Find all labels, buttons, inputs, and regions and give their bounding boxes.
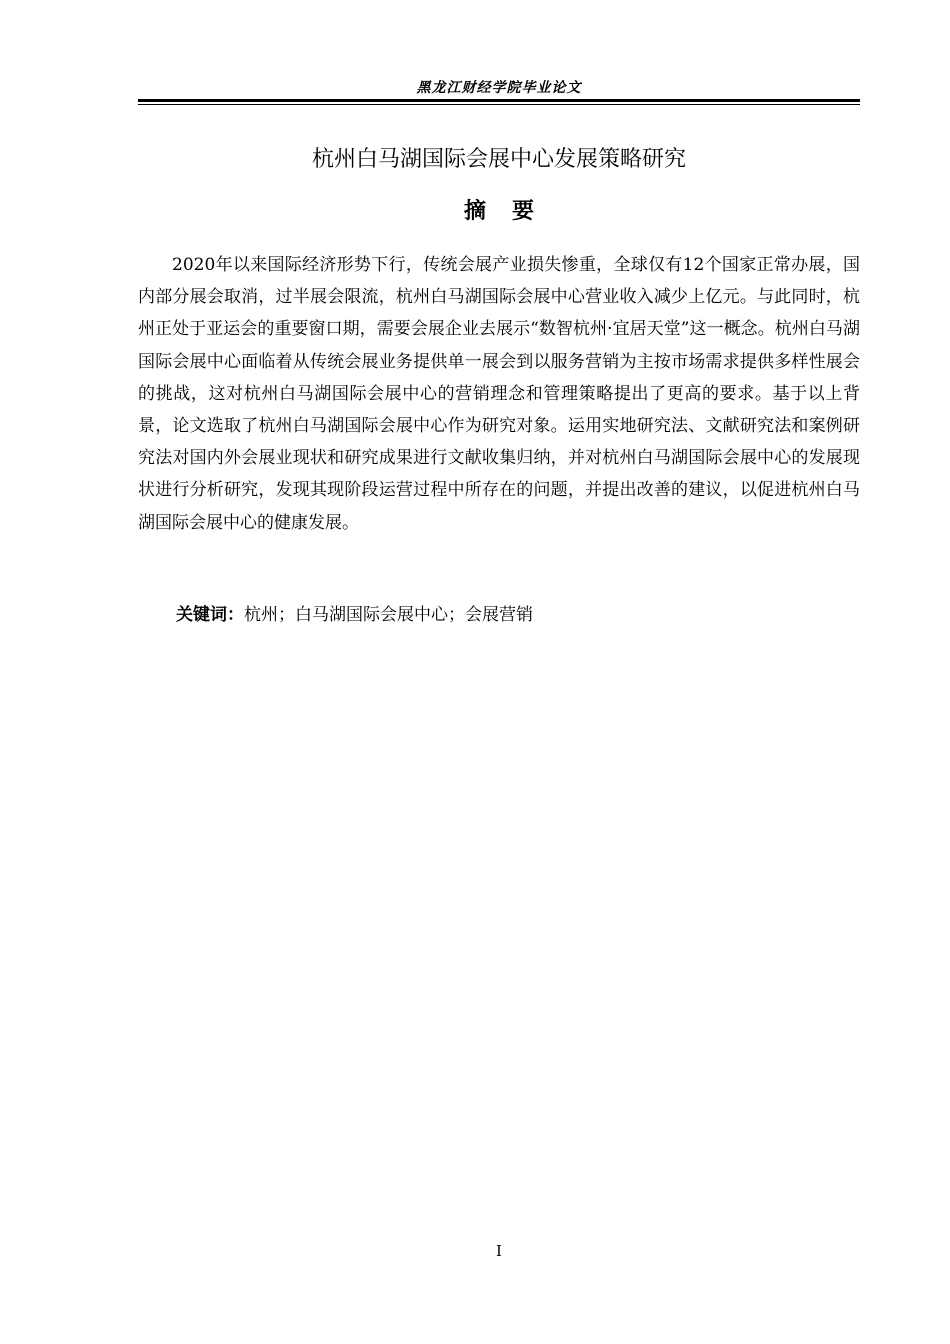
page-number: I (496, 1242, 502, 1260)
running-header: 黑龙江财经学院毕业论文 (416, 80, 582, 96)
keywords-line (176, 600, 533, 630)
paper-title: 杭州白马湖国际会展中心发展策略研究 (311, 147, 686, 172)
header-rule-thick (138, 99, 860, 102)
keywords-label: 关键词： (176, 605, 244, 625)
keywords-text: 杭州；白马湖国际会展中心；会展营销 (244, 605, 533, 625)
abstract-heading: 摘要 (463, 199, 560, 224)
abstract-body: 2020年以来国际经济形势下行，传统会展产业损失惨重，全球仅有12个国家正常办展，国内部分展会取消，过半展会限流，杭州白马湖国际会展中心营业收入减少上亿元。与此同时，杭州正处于亚运会的重要窗口期，需要会展企业去展示“数智杭州·宜居天堂”这一概念。杭州白马湖国际会展中心面临着从传统会展业务提供单一展会到以服务营销为主按市场需求提供多样性展会的挑战，这对杭州白马湖国际会展中心的营销理念和管理策略提出了更高的要求。基于以上背景，论文选取了杭州白马湖国际会展中心作为研究对象。运用实地研究法、文献研究法和案例研究法对国内外会展业现状和研究成果进行文献收集归纳，并对杭州白马湖国际会展中心的发展现状进行分析研究，发现其现阶段运营过程中所存在的问题，并提出改善的建议，以促进杭州白马湖国际会展中心的健康发展。 (138, 255, 860, 533)
header-rule-thin (138, 104, 860, 105)
